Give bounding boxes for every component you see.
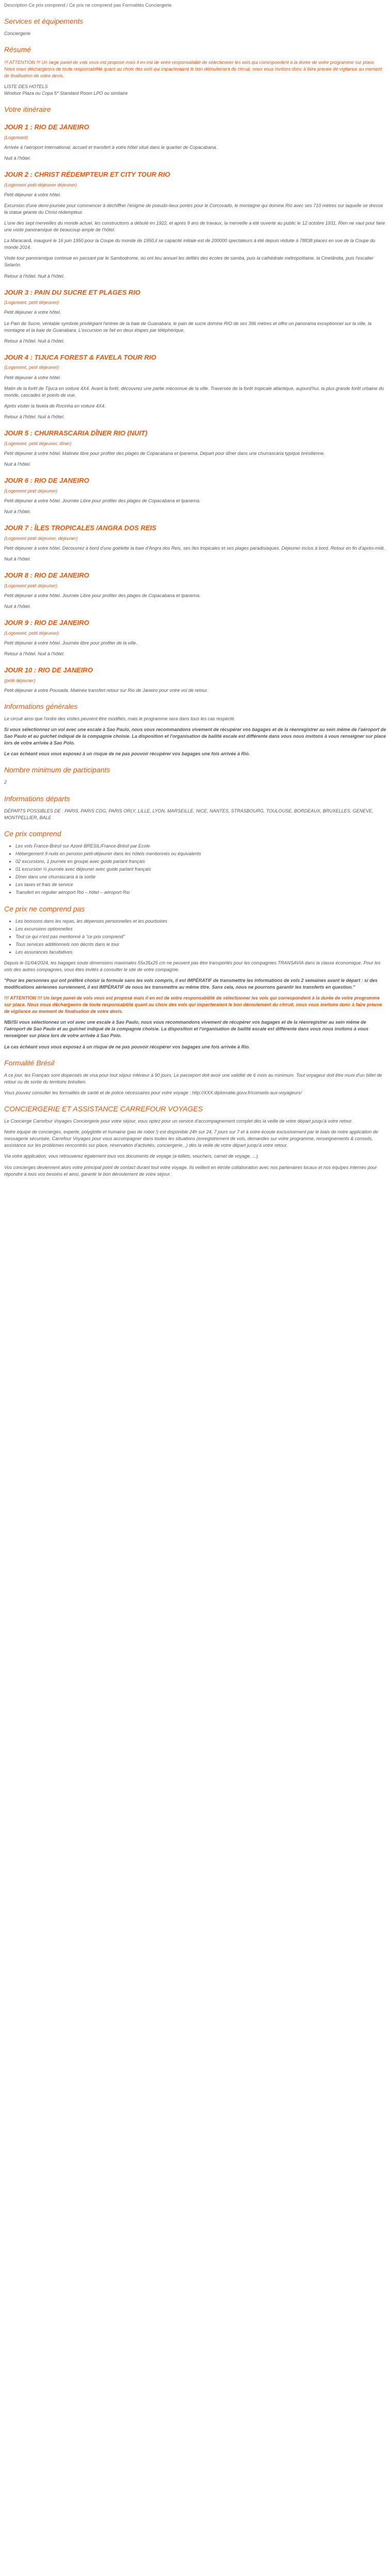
flights-warning: !!! ATTENTION !!! Un large panel de vols vous est proposé mais il en est de votre responsabilité de sélectionner les vols qui correspondent à la durée de votre programme sur place. Nous nous déchargeons de toute responsabilité quant au choix des vols qui impacteraient le bon déroulement du circuit, nous vous invitons donc à faire preuve de vigilance au moment de finalisation de votre devis. bbox=[4, 995, 382, 1014]
list-item: • Tous services additionnels non décrits dans le tour bbox=[15, 941, 387, 948]
day-meals: (Logement petit déjeuner, déjeuner) bbox=[4, 535, 78, 541]
services-title: Services et équipements bbox=[4, 17, 84, 26]
list-item: • Les boissons dans les repas, les dépenses personnelles et les pourboires bbox=[15, 918, 387, 925]
day-paragraph: Petit déjeuner à votre hôtel. Découvrez à bord d'une goélette la baie d'Angra dos Reis, ses îles tropicales et ses plages paradisiaques. Déjeuner inclus à bord. Retour en fin d'après-midi. bbox=[4, 545, 385, 551]
day-title: JOUR 3 : PAIN DU SUCRE ET PLAGES RIO bbox=[4, 288, 141, 296]
itinerary-day-10 bbox=[4, 666, 387, 694]
general-info-paragraph: Le cas échéant vous vous exposez à un risque de ne pas pouvoir récupérer vos bagages une fois arrivée à Rio. bbox=[4, 751, 250, 757]
list-item: • Dîner dans une churrascaria à la sortie bbox=[15, 874, 387, 880]
itinerary-day-3 bbox=[4, 288, 387, 345]
min-participants-value: 2 bbox=[4, 779, 7, 785]
day-paragraph: Nuit à l'hôtel. bbox=[4, 509, 31, 514]
list-item: • Transfert en régulier aéroport Rio – hôtel – aéroport Rio bbox=[15, 889, 387, 896]
day-paragraph: Excursion d'une demi-journée pour commencer à déchiffrer l'énigme de pseudo-lieux portés pour le Corcovado, le montagne qui domine Rio avec ses 710 mètres sur laquelle se dresse la statue géante du Christ rédempteur. bbox=[4, 203, 383, 215]
day-meals: (Logement petit-déjeuner déjeuner) bbox=[4, 182, 77, 188]
formalities-paragraph[interactable]: Vous pouvez consulter les formalités de santé et de police nécessaires pour votre voyage : http://XXX.diplomatie.gouv.fr/conseils-aux-voyageurs/ bbox=[4, 1090, 302, 1095]
list-item: • 01 excursion ½ journée avec déjeuner avec guide parlant français bbox=[15, 866, 387, 873]
day-meals: (Logement, petit déjeuner) bbox=[4, 365, 59, 370]
day-meals: (Logement, petit déjeuner) bbox=[4, 300, 59, 306]
baggage-note: Depuis le 01/04/2024, les bagages soute dimensions maximales 55x35x25 cm ne peuvent pas être transportés pour les compagnies TRANSAVIA dans la classe économique. Pour les vols des autres compagnies, vous êtes invités à consulter le site de votre compagnie. bbox=[4, 960, 381, 973]
page bbox=[0, 0, 391, 1194]
formalities-title: Formalité Brésil bbox=[4, 1058, 55, 1067]
itinerary-day-1 bbox=[4, 123, 387, 162]
day-paragraph: Nuit à l'hôtel. bbox=[4, 461, 31, 467]
general-info-paragraph: Le circuit ainsi que l'ordre des visites peuvent être modifiés, mais le programme sera dans tous les cas respecté. bbox=[4, 716, 236, 721]
not-included-title: Ce prix ne comprend pas bbox=[4, 904, 85, 913]
day-title: JOUR 9 : RIO DE JANEIRO bbox=[4, 618, 89, 626]
day-paragraph: Petit déjeuner à votre hôtel. bbox=[4, 192, 61, 198]
list-item: • Les taxes et frais de service bbox=[15, 882, 387, 888]
day-paragraph: Petit déjeuner à votre hôtel. Journée Libre pour profiter des plages de Copacabana et Ipanema. bbox=[4, 592, 201, 598]
itinerary-day-8 bbox=[4, 571, 387, 610]
day-paragraph: Le Pain de Sucre, véritable symbole privilégiant l'entrée de la baie de Guanabara, le pain de sucre domine RIO de ses 396 mètres et offre un panorama exceptionnel sur la ville, la montagne et la baie de Guanabara. L'excursion se fait en deux étapes par téléphérique. bbox=[4, 320, 372, 333]
breadcrumb[interactable]: Description Ce prix comprend / Ce prix ne comprend pas Formalités Conciergerie bbox=[4, 3, 172, 8]
list-item: • Les vols France-Brésil sur Azoré BRESIL/France-Brésil par Ecole bbox=[15, 843, 387, 850]
day-meals: (Logement, petit déjeuner, dîner) bbox=[4, 440, 72, 446]
list-item: • 02 excursions, 1 journée en groupe avec guide parlant français bbox=[15, 858, 387, 865]
hotels-label: LISTE DES HOTELS bbox=[4, 83, 48, 89]
list-item: • Hébergement 9 nuits en pension petit-déjeuner dans les hôtels mentionnés ou équivalents bbox=[15, 851, 387, 857]
day-paragraph: Nuit à l'hôtel. bbox=[4, 603, 31, 609]
itinerary-day-9 bbox=[4, 618, 387, 657]
day-paragraph: Matin de la forêt de Tijuca en voiture 4X4. Avant la forêt, découvrez une partie méconnue de la ville. Traversée de la forêt tropicale atlantique, aujourd'hui, la plus grande forêt urbaine du monde, cascades et points de vue. bbox=[4, 385, 384, 398]
day-paragraph: Après visiter la favela de Rocinha en voiture 4X4. bbox=[4, 403, 106, 409]
day-paragraph: La Maracanã, inauguré le 16 juin 1950 pour la Coupe du monde de 1950,il se capacité initiale est de 200000 spectateurs à été depuis réduite à 78838 places en vue de la Coupe du monde 2014. bbox=[4, 238, 376, 250]
day-title: JOUR 8 : RIO DE JANEIRO bbox=[4, 571, 89, 579]
day-paragraph: Nuit à l'hôtel. bbox=[4, 556, 31, 562]
day-title: JOUR 2 : CHRIST RÉDEMPTEUR ET CITY TOUR RIO bbox=[4, 171, 170, 179]
included-title: Ce prix comprend bbox=[4, 829, 61, 838]
departures-title: Informations départs bbox=[4, 794, 70, 803]
summary-warning: !!! ATTENTION !!! Un large panel de vols vous est proposé mais il en est de votre responsabilité de sélectionner les vols qui correspondent à la durée de votre programme sur place. Nous nous déchargeons de toute responsabilité quant au choix des vols qui impacteraient le bon déroulement du circuit, nous vous invitons donc à faire preuve de vigilance au moment de finalisation de votre devis. bbox=[4, 59, 382, 78]
day-title: JOUR 4 : TIJUCA FOREST & FAVELA TOUR RIO bbox=[4, 353, 156, 361]
min-participants-title: Nombre minimum de participants bbox=[4, 766, 110, 774]
day-title: JOUR 10 : RIO DE JANEIRO bbox=[4, 666, 93, 674]
day-title: JOUR 1 : RIO DE JANEIRO bbox=[4, 123, 89, 131]
day-title: JOUR 6 : RIO DE JANEIRO bbox=[4, 476, 89, 484]
hotels-list: Windsor Plaza ou Copa 5* Standard Room LPO ou similaire bbox=[4, 90, 128, 96]
itinerary-title: Votre itinéraire bbox=[4, 105, 51, 113]
concierge-paragraph: Notre équipe de concierges, experte, polyglotte et humaine (pas de robot !) est disponible 24h sur 24, 7 jours sur 7 et à votre écoute exclusivement par le biais de notre application de messagerie sécurisée, Carrefour Voyages pour vous accompagner dans toutes les situations (enregistrement de vols, demandes sur votre programme, renseignements & conseils, assistance sur les problèmes rencontrés sur place, réservation d'activités, conciergerie...) dès la veille de votre départ jusqu'à votre retour. bbox=[4, 1129, 378, 1148]
day-paragraph: Retour à l'hôtel. Nuit à l'hôtel. bbox=[4, 651, 64, 656]
day-meals: (petit déjeuner) bbox=[4, 677, 36, 683]
day-paragraph: Petit déjeuner à votre Pousada. Matinée transfert retour sur Rio de Janeiro pour votre vol de retour. bbox=[4, 687, 208, 693]
itinerary-day-6 bbox=[4, 476, 387, 515]
list-item: • Tout ce qui n'est pas mentionné à "ce prix comprend" bbox=[15, 934, 387, 940]
day-paragraph: Retour à l'hôtel. Nuit à l'hôtel. bbox=[4, 414, 64, 419]
services-value: Conciergerie bbox=[4, 31, 31, 37]
day-paragraph: L'une des sept merveilles du monde actuel, les constructions a débuté en 1922, et après 9 ans de travaux, la merveille a été ouverte au public le 12 octobre 1931. Rien ne vaut pour faire une visite panoramique de beaucoup ample de l'hôtel. bbox=[4, 221, 385, 233]
departures-list: DÉPARTS POSSIBLES DE : PARIS, PARIS CDG, PARIS ORLY, LILLE, LYON, MARSEILLE, NICE, NANTES, STRASBOURG, TOULOUSE, BORDEAUX, BRUXELLES, GENEVE, MONTPELLIER, BALE bbox=[4, 808, 373, 820]
day-paragraph: Retour à l'hôtel. Nuit à l'hôtel. bbox=[4, 338, 64, 344]
concierge-paragraph: Vos concierges deviennent alors votre principal point de contact durant tout votre voyage. Ils veillent en étroite collaboration avec nos partenaires locaux et nos équipes internes pour répondre à tous vos besoins et ainsi, garantir le bon déroulement de votre séjour. bbox=[4, 1164, 377, 1177]
day-paragraph: Visite tour panoramique continue en passant par le Sambodrome, où ont lieu annuel les défilés des écoles de samba, puis la cathédrale métropolitaine, la Cinelândia, puis l'escalier Selarón. bbox=[4, 256, 373, 268]
baggage-risk: Le cas échéant vous vous exposez à un risque de ne pas pouvoir récupérer vos bagages une fois arrivée à Rio. bbox=[4, 1044, 250, 1049]
itinerary-day-4 bbox=[4, 353, 387, 420]
day-meals: (Logement petit déjeuner) bbox=[4, 583, 58, 588]
day-paragraph: Petit déjeuner à votre hôtel. bbox=[4, 375, 61, 380]
day-paragraph: Retour à l'hôtel. Nuit à l'hôtel. bbox=[4, 273, 64, 279]
day-meals: (Logement) bbox=[4, 135, 28, 141]
day-paragraph: Nuit à l'hôtel. bbox=[4, 156, 31, 161]
day-title: JOUR 5 : CHURRASCARIA DÎNER RIO (NUIT) bbox=[4, 429, 148, 437]
day-title: JOUR 7 : ÎLES TROPICALES /ANGRA DOS REIS bbox=[4, 523, 156, 532]
list-item: • Les excursions optionnelles bbox=[15, 926, 387, 933]
day-meals: (Logement petit déjeuner) bbox=[4, 488, 58, 494]
general-info-title: Informations générales bbox=[4, 702, 78, 710]
concierge-title: CONCIERGERIE ET ASSISTANCE CARREFOUR VOYAGES bbox=[4, 1105, 203, 1113]
included-list bbox=[4, 843, 387, 896]
stopover-note: NB//Si vous sélectionnez un vol avec une escale à Sao Paulo, nous vous recommandons vivement de récupérer vos bagages et de la réenregistrer au sein même de l'aéroport de Sao Paulo et au guichet indiqué de la compagnie choisie. La disposition et l'organisation de bailité escale est différente dans vous nous invitons à vous renseigner sur place lors de votre arrivée à Sao Polo. bbox=[4, 1020, 369, 1039]
concierge-paragraph: Via votre application, vous retrouverez également tous vos documents de voyage (e-billets, vouchers, carnet de voyage, ...). bbox=[4, 1154, 259, 1159]
day-paragraph: Arrivée à l'aéroport International, accueil et transfert à votre hôtel situé dans le quartier de Copacabana. bbox=[4, 145, 217, 150]
not-included-list bbox=[4, 918, 387, 956]
day-paragraph: Petit déjeuner à votre hôtel. Matinée libre pour profiter des plages de Copacabana et Ipanema. Départ pour dîner dans une churrascaria typique brésilienne. bbox=[4, 450, 325, 456]
flights-quote: "Pour les personnes qui ont préféré choisir la formule sans les vols compris, il est IMPÉRATIF de transmettre les informations de vols 2 semaines avant le départ : si des modifications aériennes surviennent, il est IMPÉRATIF de nous les transmettre au même titre. Sans cela, nous ne pourrons garantir les transferts en question." bbox=[4, 978, 378, 990]
day-paragraph: Petit déjeuner à votre hôtel. Journée Libre pour profiter des plages de Copacabana et Ipanema. bbox=[4, 498, 201, 503]
concierge-paragraph: Le Concierge Carrefour Voyages Conciergerie pour votre séjour, vous optez pour un service d'accompagnement complet dès la veille de votre départ jusqu'à votre retour. bbox=[4, 1118, 353, 1124]
summary-title: Résumé bbox=[4, 45, 31, 54]
list-item: • Les assurances facultatives bbox=[15, 949, 387, 956]
itinerary-day-2 bbox=[4, 170, 387, 279]
formalities-paragraph: A ce jour, les Français sont dispensés de visa pour tout séjour inférieur à 90 jours. Le passeport doit avoir une validité de 6 mois au minimum. Tout voyageur doit être muni d'un billet de retour ou de sortie du territoire brésilien. bbox=[4, 1072, 382, 1084]
general-info-paragraph: Si vous sélectionnez un vol avec une escale à Sao Paulo, nous vous recommandons vivement de récupérer vos bagages et de la réenregistrer au sein même de l'aéroport de Sao Paulo et au guichet indiqué de la compagnie choisie. La disposition et l'organisation de bailité escale est différente dans vous nous invitons à vous renseigner sur place lors de votre arrivée à Sao Polo. bbox=[4, 726, 386, 746]
itinerary-day-7 bbox=[4, 523, 387, 563]
day-paragraph: Petit déjeuner à votre hôtel. Journée libre pour profiter de la ville. bbox=[4, 640, 138, 646]
day-paragraph: Petit déjeuner à votre hôtel. bbox=[4, 310, 61, 315]
itinerary-day-5 bbox=[4, 429, 387, 468]
day-meals: (Logement, petit déjeuner) bbox=[4, 630, 59, 636]
